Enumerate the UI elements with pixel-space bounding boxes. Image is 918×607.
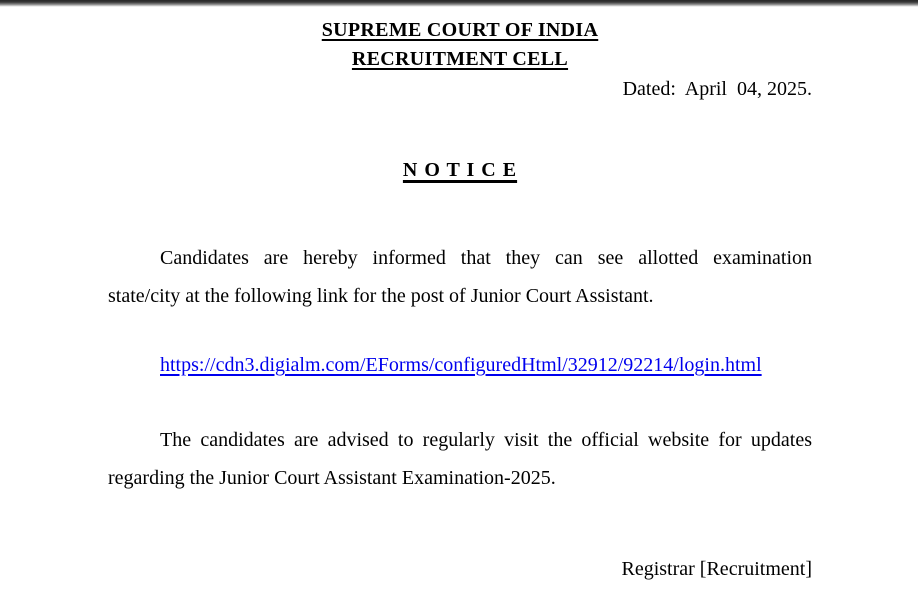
paragraph-exam-city — [108, 239, 812, 315]
date-line: Dated: April 04, 2025. — [622, 78, 812, 100]
window-top-edge-bar — [0, 0, 918, 7]
document-title-line2: RECRUITMENT CELL — [351, 48, 569, 70]
paragraph-advisory-line1: The candidates are advised to regularly visit the official website for updates — [160, 429, 812, 451]
document-title-line1: SUPREME COURT OF INDIA — [321, 19, 599, 41]
notice-heading: N O T I C E — [402, 159, 518, 181]
paragraph-exam-city-line1: Candidates are hereby informed that they can see allotted examination — [160, 247, 812, 269]
signature: Registrar [Recruitment] — [621, 558, 812, 580]
notice-document — [0, 18, 918, 581]
exam-city-link[interactable]: https://cdn3.digialm.com/EForms/configuredHtml/32912/92214/login.html — [160, 354, 762, 376]
paragraph-advisory-line2: regarding the Junior Court Assistant Examination-2025. — [108, 467, 556, 489]
link-line — [108, 353, 812, 377]
paragraph-exam-city-line2: state/city at the following link for the post of Junior Court Assistant. — [108, 285, 654, 307]
paragraph-advisory — [108, 421, 812, 497]
